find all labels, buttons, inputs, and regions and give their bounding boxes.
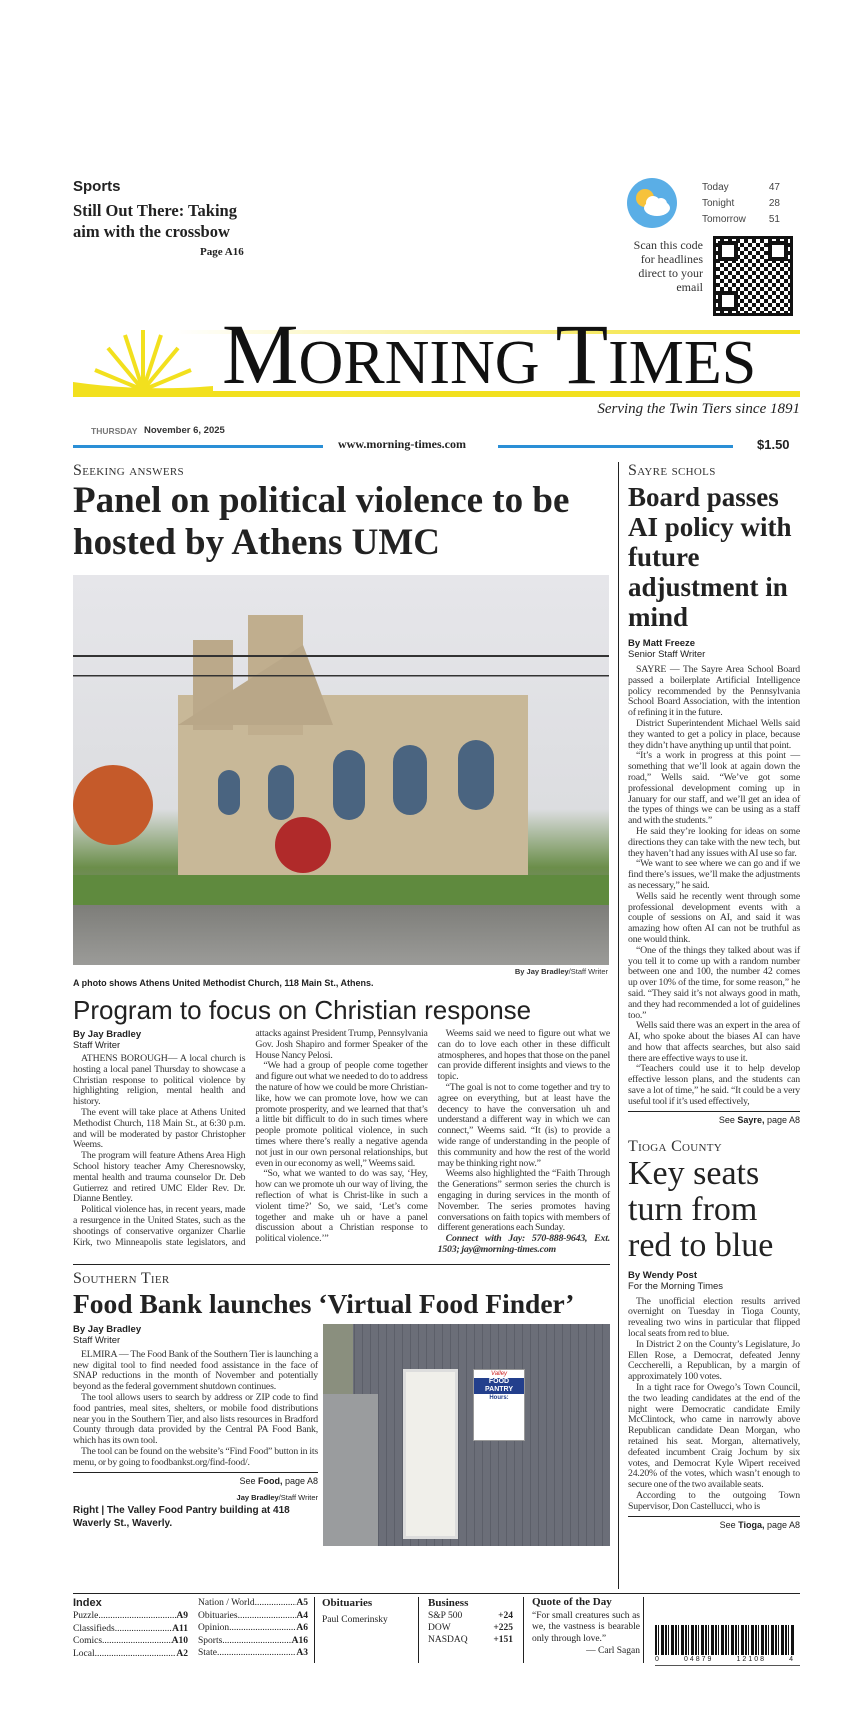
quote-box [532, 1597, 640, 1658]
rule [498, 445, 733, 448]
divider [418, 1597, 419, 1663]
business-box [428, 1597, 513, 1646]
lead-subhead[interactable]: Program to focus on Christian response [73, 995, 532, 1025]
title-word: ORNING [298, 329, 540, 397]
main-column [73, 978, 610, 1546]
sign-hours: Hours: [489, 1394, 509, 1401]
business-title: Business [428, 1597, 469, 1609]
paragraph: “So, what we wanted to do was say, ‘Hey, how can we promote uh our way of living, the reflection of what is Christ-like in such a violent time?’ So, we said, ‘Let’s come together and make uh or have a panel discussion about a Christian response to political violence.’” [255, 1168, 428, 1245]
paragraph: In a tight race for Owego’s Town Council, the two leading candidates at the end of the night were Democratic candidate Emily McClintock, who came in narrowly above Republican candidate Dean Morgan, who retained his seat. Morgan, alternatively, defeated incumbent Craig Jochum by six votes, and Democrat Kyle Wipert received 24.20% of the votes, which wasn’t enough to secure one of the two available seats. [628, 1382, 800, 1491]
lead-headline[interactable]: Panel on political violence to be hosted by Athens UMC [73, 480, 570, 563]
paragraph: The unofficial election results arrived overnight on Tuesday in Tioga County, revealing two wins in particular that flipped local seats from red to blue. [628, 1295, 800, 1340]
divider [655, 1665, 800, 1666]
weather-temp: 51 [768, 214, 780, 225]
byline: By Jay Bradley Staff Writer [73, 1029, 142, 1051]
tioga-kicker: Tioga County [628, 1137, 723, 1155]
lead-article-body [73, 1029, 610, 1256]
tioga-headline[interactable]: Key seats turn from red to blue [628, 1154, 774, 1264]
divider [643, 1597, 644, 1663]
paragraph: Weems also highlighted the “Faith Through the Generations” sermon series the church is engaging in during services in the month of November. The series promotes having conversations on faith topics with members of different generations each Sunday. [437, 1168, 610, 1234]
paragraph: ELMIRA — The Food Bank of the Southern Tier is launching a new digital tool to find needed food assistance in the face of SNAP reductions in the month of November and potentially beyond as the federal government shutdown continues. [73, 1348, 318, 1393]
paragraph: “We want to see where we can go and if we find there’s issues, we’ll make the adjustments as necessary,” he said. [628, 858, 800, 891]
obituaries-box [322, 1597, 417, 1625]
index-title: Index [73, 1597, 102, 1609]
paragraph: “We had a group of people come together and figure out what we needed to do to address the nature of how we could be more Christian-like, how we can promote love, how we can promote prosperity, and we learned that that’s a little bit difficult to do in such times where people promote political violence, in such times where there’s really a negative agenda not just in our own personal relationships, but even in our economy as well,” Weems said. [255, 1060, 428, 1169]
weather-label: Tomorrow [702, 214, 746, 225]
food-pantry-photo[interactable] [323, 1324, 610, 1546]
weather-label: Today [702, 182, 729, 193]
bottom-bar [73, 1593, 800, 1668]
issue-date: November 6, 2025 [144, 425, 225, 436]
teaser-headline[interactable]: Still Out There: Taking aim with the crossbow [73, 201, 237, 241]
partly-cloudy-icon [627, 178, 677, 228]
byline: By Jay Bradley Staff Writer [73, 1323, 142, 1346]
divider [73, 1593, 800, 1594]
paragraph: Weems said we need to figure out what we can do to love each other in these difficult atmospheres, and hopes that those on the panel can provide different insights and views to the topic. [437, 1028, 610, 1083]
price: $1.50 [757, 437, 790, 452]
index-item[interactable]: Sports ..... A16 [198, 1635, 308, 1648]
byline: By Matt Freeze Senior Staff Writer [628, 638, 706, 660]
paragraph: “One of the things they talked about was if you tell it to come up with a random number between one and 100, the number 42 comes up over 10% of the time, for some reason,” he said. “They said it’s not always good in math, and they had recommended a lot of guidelines too.” [628, 944, 800, 1021]
index-item[interactable]: Opinion ..... A6 [198, 1622, 308, 1635]
sign-main: FOOD PANTRY [474, 1378, 524, 1394]
byline: By Wendy Post For the Morning Times [628, 1269, 724, 1292]
sayre-article-body [628, 638, 800, 1126]
title-letter: M [222, 306, 299, 402]
church-photo[interactable] [73, 575, 609, 965]
barcode [655, 1625, 795, 1655]
paragraph: “The goal is not to come together and try to agree on everything, but at least have the decency to have the conversation uh and understand a different way in which we can connect,” Weems said. “It (is) to provide a wide range of understanding in the people of this community and how the rest of the world may be thinking right now.” [437, 1081, 610, 1169]
issue-day: THURSDAY [91, 426, 138, 436]
paragraph: District Superintendent Michael Wells said they wanted to get a policy in place, because they didn’t have anything up until that point. [628, 717, 800, 751]
index-item[interactable]: Obituaries ..... A4 [198, 1610, 308, 1623]
market-row: NASDAQ +151 [428, 1635, 513, 1645]
index-item[interactable]: Classifieds ..... A11 [73, 1623, 188, 1636]
contact-info: Connect with Jay: 570-888-9643, Ext. 1503; jay@morning-times.com [437, 1233, 610, 1255]
paragraph: “It’s a work in progress at this point — something that we’ll look at again down the road,” Wells said. “We’ve got some professional development coming up in January for our staff, and we’ll get an idea of the types of things we can be using as a staff and with the students.” [628, 750, 800, 827]
index-item[interactable]: Nation / World ..... A5 [198, 1597, 308, 1610]
title-letter: T [555, 306, 609, 402]
weather-forecast [702, 180, 780, 228]
index-item[interactable]: Comics ..... A10 [73, 1635, 188, 1648]
divider [314, 1597, 315, 1663]
sign-title: Valley [490, 1370, 508, 1377]
see-tioga-link[interactable]: See Tioga, page A8 [628, 1516, 800, 1531]
weather-temp: 28 [768, 198, 780, 209]
barcode-digits: 0 04879 12108 4 [655, 1656, 795, 1663]
paragraph: “Teachers could use it to help develop effective lesson plans, and the students can save a lot of time,” he said. “It could be a very useful tool if it’s used effectively, [628, 1063, 800, 1107]
sayre-kicker: Sayre schols [628, 462, 716, 479]
paragraph: The tool can be found on the website’s “Find Food” button in its menu, or by going to foodbankst.org/find-food/. [73, 1445, 318, 1468]
food-story [73, 1324, 610, 1546]
sayre-headline[interactable]: Board passes AI policy with future adjustment in mind [628, 482, 792, 632]
market-row: S&P 500 +24 [428, 1611, 513, 1621]
qr-code[interactable] [713, 236, 793, 316]
teaser-page: Page A16 [200, 246, 244, 258]
credit-name: By Jay Bradley [514, 967, 569, 976]
paragraph: Wells said there was an expert in the area of AI, who spoke about the biases AI can have and how that affects searches, but also said there are effective ways to use it. [628, 1020, 800, 1064]
index-list-right [198, 1597, 308, 1660]
paragraph: The tool allows users to search by address or ZIP code to find food pantries, meal sites, shelters, or mobile food distributions near you in the Southern Tier, and also lists resources in Bradford County through data provided by the Central PA Food Bank, which has its own tool. [73, 1391, 318, 1447]
qr-text: Scan this code for headlines direct to your email [633, 238, 703, 294]
paragraph: The event will take place at Athens United Methodist Church, 118 Main St., at 6:30 p.m. and will be moderated by pastor Christopher Weems. [73, 1106, 246, 1151]
see-food-link[interactable]: See Food, page A8 [73, 1472, 318, 1487]
index-item[interactable]: Puzzle ..... A9 [73, 1610, 188, 1623]
right-column [628, 462, 800, 1531]
photo-credit [515, 967, 608, 976]
paragraph: In District 2 on the County’s Legislature, Jo Ellen Rose, a Democrat, defeated Jenny Ceccherelli, a Republican, by a margin of approximately 100 votes. [628, 1338, 800, 1383]
tioga-article-body [628, 1270, 800, 1531]
paragraph: The program will feature Athens Area High School history teacher Amy Cheresnowsky, mental health and trauma counselor Dr. Deb Gutierrez and retired UMC Elder Rev. Dr. Dianne Bentley. [73, 1150, 246, 1205]
food-article-body [73, 1324, 318, 1546]
column-divider [618, 462, 619, 1589]
lead-kicker: Seeking answers [73, 462, 184, 479]
see-sayre-link[interactable]: See Sayre, page A8 [628, 1111, 800, 1126]
weather-label: Tonight [702, 198, 735, 209]
paragraph: ATHENS BOROUGH— A local church is hosting a local panel Thursday to showcase a Christian response to political violence by highlighting religion, mental health and history. [73, 1053, 246, 1108]
photo-credit: Jay Bradley/Staff Writer [236, 1492, 318, 1502]
photo-caption: A photo shows Athens United Methodist Church, 118 Main St., Athens. [73, 978, 374, 988]
credit-role: /Staff Writer [568, 967, 608, 976]
paragraph: Wells said he recently went through some professional development events with a couple of sessions on AI, and said it was amazing how often AI can not be truthful as one would think. [628, 890, 800, 945]
divider [523, 1597, 524, 1663]
index-item[interactable]: Local ..... A2 [73, 1648, 188, 1661]
divider [73, 1264, 610, 1265]
paragraph: SAYRE — The Sayre Area School Board passed a boilerplate Artificial Intelligence policy recommended by the Pennsylvania School Board Association, with the intention of refining it in the future. [628, 664, 800, 719]
food-headline[interactable]: Food Bank launches ‘Virtual Food Finder’ [73, 1287, 575, 1319]
food-kicker: Southern Tier [73, 1269, 170, 1287]
obituary-name[interactable]: Paul Comerinsky [322, 1615, 388, 1625]
paragraph: He said they’re looking for ideas on some directions they can take with the new tech, but they haven’t had any issues with AI use so far. [628, 825, 800, 859]
teaser-section[interactable]: Sports [73, 178, 121, 195]
paragraph: Political violence has, in recent years, made a resurgence in the United States, such as the shootings of conservative organizer Charlie Kirk, two Minneapolis state legislators, and attacks against President Trump, Pennsylvania Gov. Josh Shapiro and former Speaker of the House Nancy Pelosi. [73, 1028, 428, 1248]
weather-temp: 47 [768, 182, 780, 193]
quote-title: Quote of the Day [532, 1596, 612, 1608]
title-word: IMES [608, 329, 757, 397]
paragraph: According to the outgoing Town Supervisor, Don Castellucci, who is [628, 1490, 800, 1512]
quote-author: — Carl Sagan [586, 1646, 640, 1656]
obituaries-title: Obituaries [322, 1597, 373, 1609]
rule [73, 445, 323, 448]
website-link[interactable]: www.morning-times.com [338, 437, 466, 451]
photo-caption: Right | The Valley Food Pantry building at 418 Waverly St., Waverly. [73, 1504, 290, 1529]
tagline: Serving the Twin Tiers since 1891 [597, 401, 800, 417]
index-list-left [73, 1610, 188, 1660]
market-row: DOW +225 [428, 1623, 513, 1633]
masthead-title[interactable] [222, 306, 757, 402]
index-item[interactable]: State ..... A3 [198, 1647, 308, 1660]
quote-text: “For small creatures such as we, the vastness is bearable only through love.” [532, 1610, 640, 1644]
